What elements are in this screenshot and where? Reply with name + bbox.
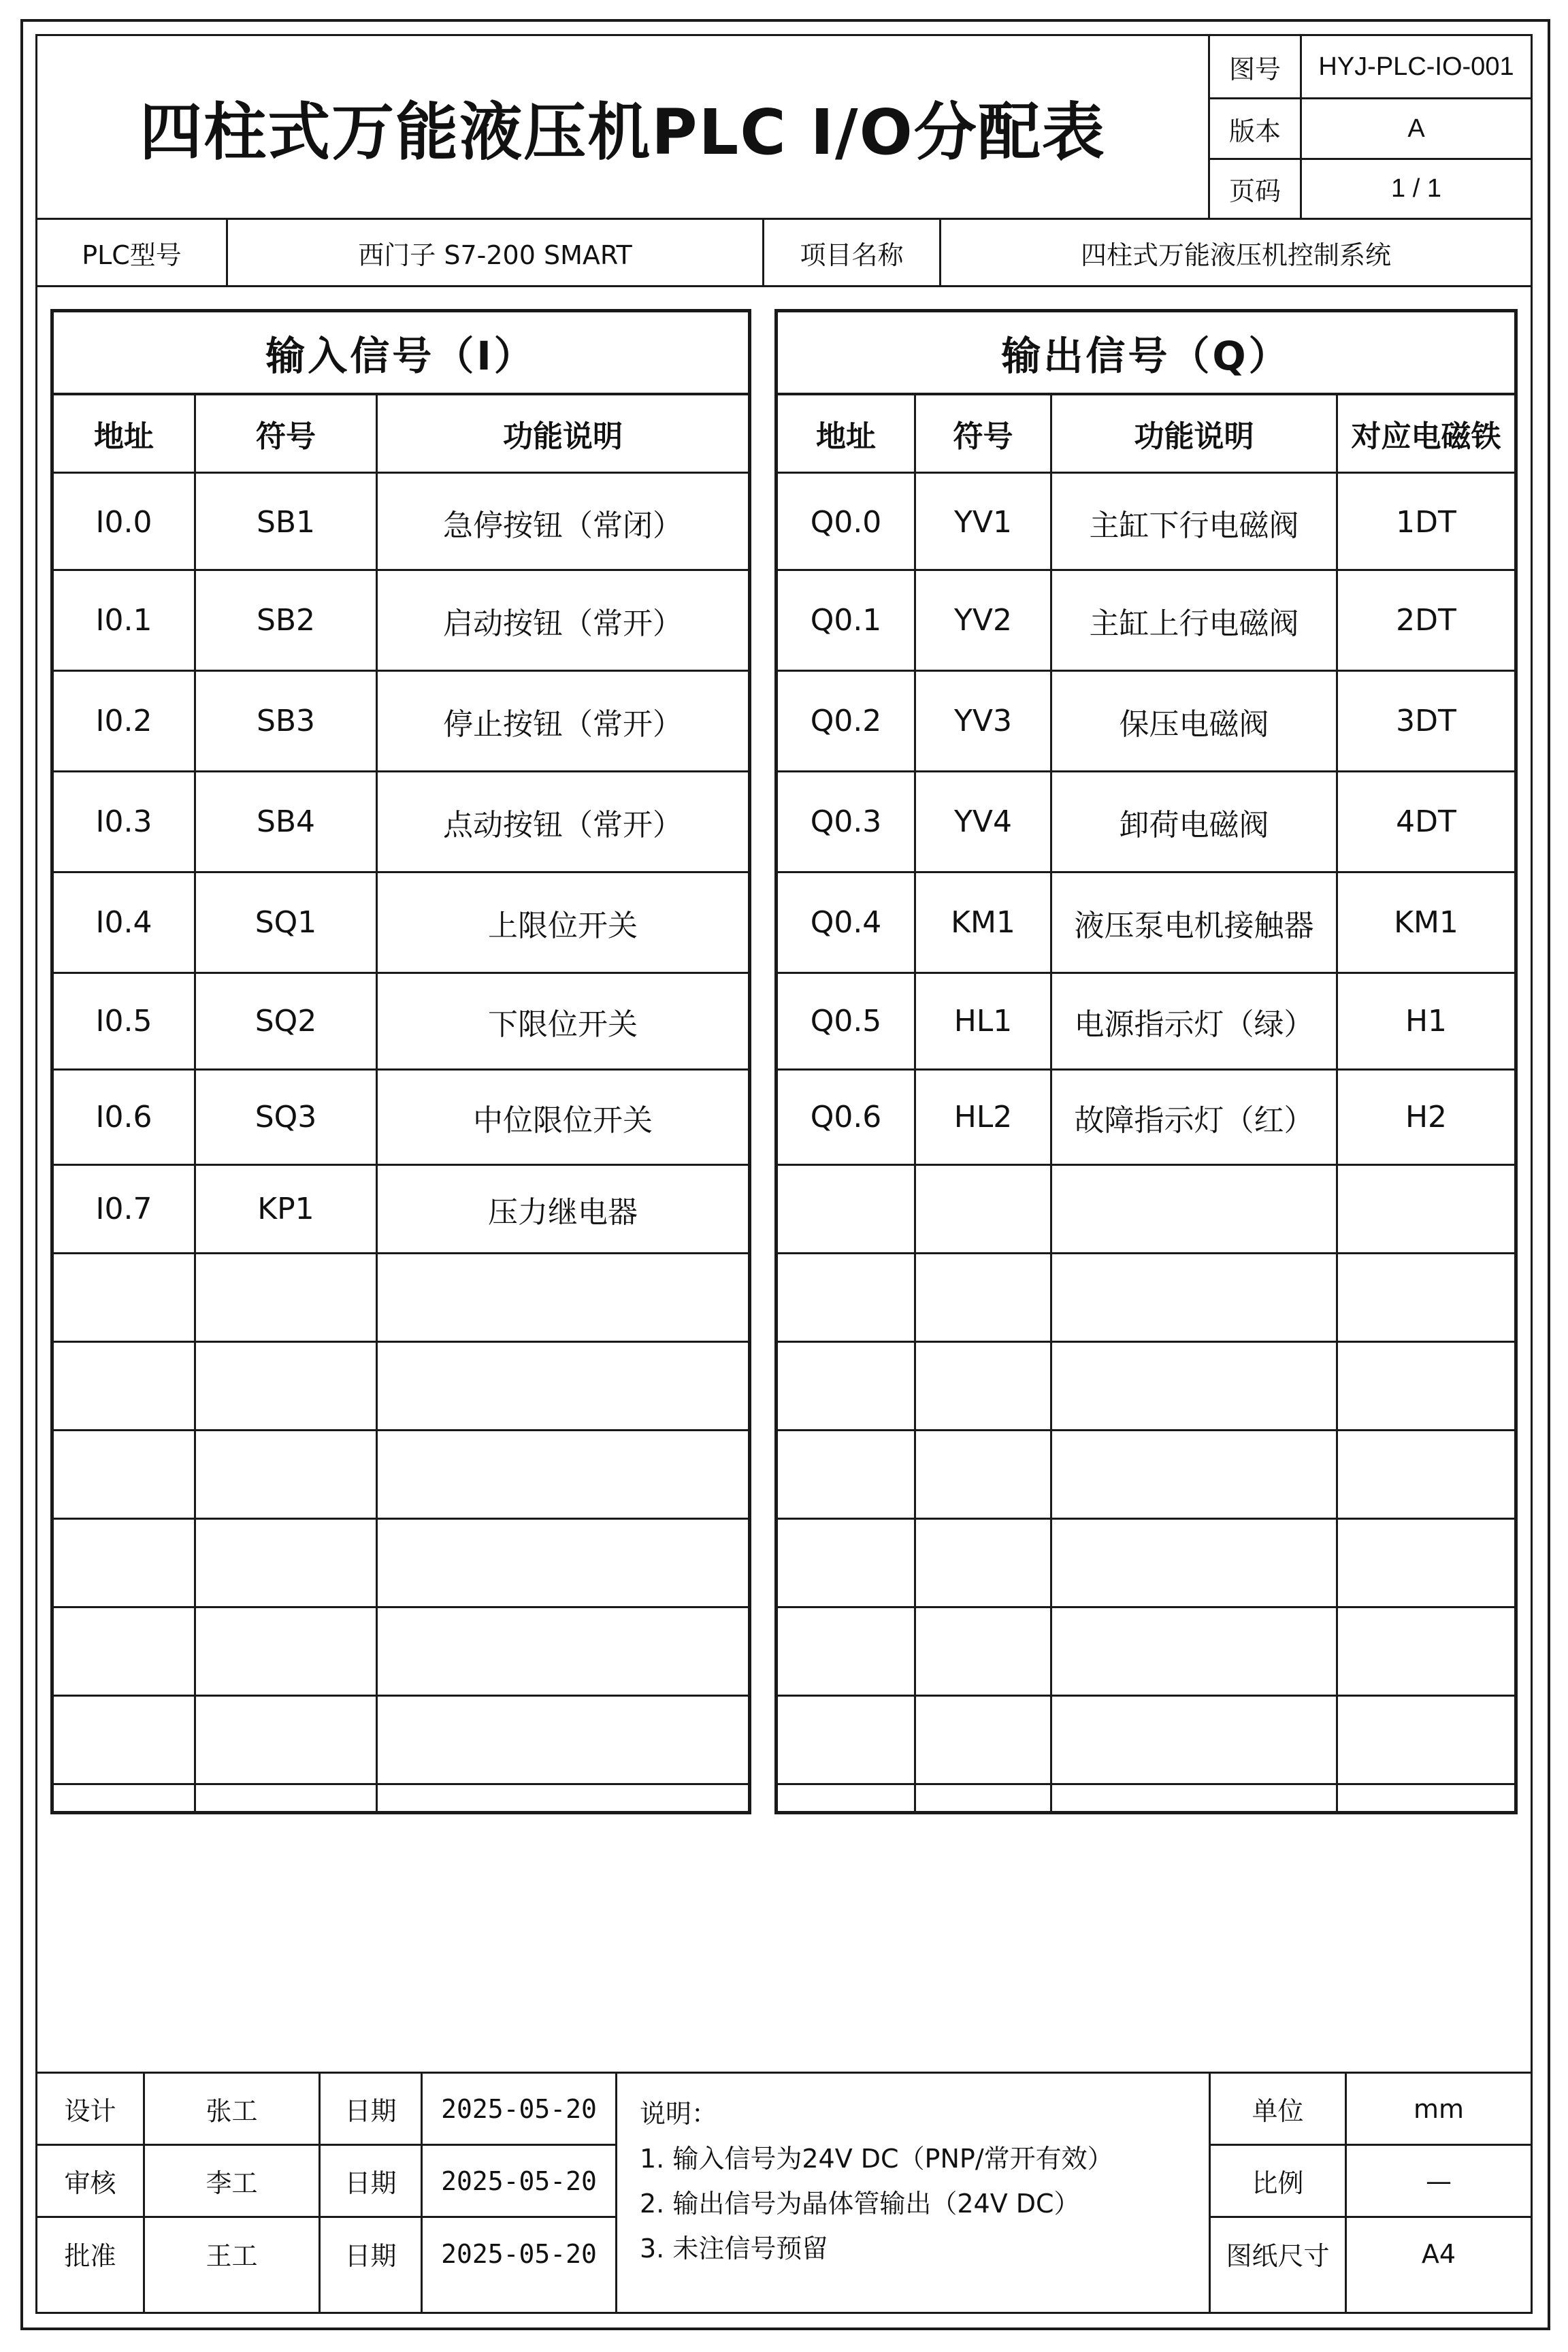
output-address: Q0.1 [810,603,882,638]
input-table-title: 输入信号（I） [265,333,536,379]
page-number: 1 / 1 [1391,174,1441,203]
input-symbol: SQ3 [255,1100,317,1134]
project-label: 项目名称 [800,240,904,270]
row-divider [778,1164,1514,1166]
input-symbol: SB1 [256,505,316,540]
version: A [1407,114,1425,143]
row-divider [54,1341,748,1343]
input-function: 上限位开关 [488,908,638,943]
input-address: I0.0 [95,505,152,540]
row-divider [54,1429,748,1431]
plc-model: 西门子 S7-200 SMART [358,240,632,270]
input-address: I0.7 [95,1192,152,1226]
output-symbol: KM1 [951,905,1015,940]
document-title: 四柱式万能液压机PLC I/O分配表 [140,95,1106,169]
paper-size: A4 [1421,2238,1456,2269]
input-address: I0.1 [95,603,152,638]
output-address: Q0.2 [810,704,882,738]
output-solenoid: 2DT [1396,603,1456,638]
input-function: 中位限位开关 [473,1102,653,1138]
output-symbol: YV1 [954,505,1012,540]
input-function: 点动按钮（常开） [443,807,683,843]
output-address: Q0.6 [810,1100,882,1134]
row-divider [778,1341,1514,1343]
row-divider [778,1518,1514,1520]
drawing-no: HYJ-PLC-IO-001 [1318,52,1514,81]
unit: mm [1413,2093,1465,2124]
input-function: 急停按钮（常闭） [443,508,683,543]
row-divider [778,1783,1514,1785]
designer: 张工 [206,2096,258,2126]
output-address: Q0.3 [810,804,882,839]
design-date: 2025-05-20 [441,2093,597,2124]
output-solenoid: KM1 [1394,905,1458,940]
output-function: 液压泵电机接触器 [1074,908,1314,943]
note-3: 3. 未注信号预留 [640,2234,828,2264]
output-function: 保压电磁阀 [1119,706,1269,742]
approver: 王工 [206,2241,258,2271]
output-symbol: YV2 [954,603,1012,638]
row-divider [54,1606,748,1608]
output-function: 电源指示灯（绿） [1074,1007,1314,1042]
input-header-function: 功能说明 [503,419,623,454]
input-header-address: 地址 [94,419,154,454]
unit-label: 单位 [1252,2096,1304,2126]
output-function: 主缸下行电磁阀 [1089,508,1299,543]
output-header-symbol: 符号 [953,419,1013,454]
output-table [774,309,1518,1814]
output-header-address: 地址 [816,419,876,454]
output-function: 卸荷电磁阀 [1119,807,1269,843]
note-2: 2. 输出信号为晶体管输出（24V DC） [640,2189,1080,2219]
output-address: Q0.4 [810,905,882,940]
input-address: I0.4 [95,905,152,940]
output-solenoid: 4DT [1396,804,1456,839]
row-divider [778,1252,1514,1254]
review-label: 审核 [64,2168,116,2198]
output-symbol: HL2 [953,1100,1013,1134]
row-divider [778,1606,1514,1608]
design-label: 设计 [64,2096,116,2126]
input-function: 停止按钮（常开） [443,706,683,742]
approve-label: 批准 [64,2241,116,2271]
row-divider [54,1252,748,1254]
paper-size-label: 图纸尺寸 [1226,2241,1330,2271]
output-table-title: 输出信号（Q） [1001,333,1291,379]
input-function: 启动按钮（常开） [443,606,683,641]
reviewer: 李工 [206,2168,258,2198]
output-solenoid: H2 [1405,1100,1448,1134]
input-header-symbol: 符号 [256,419,316,454]
notes-section [640,2091,1198,2271]
input-symbol: SB3 [256,704,316,738]
row-divider [54,1695,748,1697]
input-table [50,309,751,1814]
input-function: 压力继电器 [488,1194,638,1230]
note-1: 1. 输入信号为24V DC（PNP/常开有效） [640,2144,1113,2174]
output-function: 主缸上行电磁阀 [1089,606,1299,641]
review-date: 2025-05-20 [441,2166,597,2196]
row-divider [778,1695,1514,1697]
output-solenoid: 1DT [1396,505,1456,540]
output-address: Q0.5 [810,1004,882,1039]
scale-label: 比例 [1252,2168,1304,2198]
version-label: 版本 [1228,116,1281,146]
output-solenoid: 3DT [1396,704,1456,738]
output-symbol: YV3 [954,704,1012,738]
page-label: 页码 [1228,176,1281,206]
output-header-solenoid: 对应电磁铁 [1351,419,1501,454]
input-symbol: SQ2 [255,1004,317,1039]
approve-date: 2025-05-20 [441,2238,597,2269]
input-symbol: SQ1 [255,905,317,940]
input-symbol: KP1 [257,1192,314,1226]
row-divider [54,1518,748,1520]
input-symbol: SB4 [256,804,316,839]
date-label-2: 日期 [344,2168,397,2198]
row-divider [778,1429,1514,1431]
output-header-function: 功能说明 [1134,419,1254,454]
input-function: 下限位开关 [488,1007,638,1042]
input-symbol: SB2 [256,603,316,638]
output-solenoid: H1 [1405,1004,1448,1039]
notes-title: 说明： [640,2099,718,2129]
input-address: I0.5 [95,1004,152,1039]
input-address: I0.3 [95,804,152,839]
drawing-no-label: 图号 [1228,54,1281,84]
output-function: 故障指示灯（红） [1074,1102,1314,1138]
input-address: I0.2 [95,704,152,738]
date-label-1: 日期 [344,2096,397,2126]
row-divider [54,1783,748,1785]
output-symbol: HL1 [953,1004,1013,1039]
date-label-3: 日期 [344,2241,397,2271]
scale: — [1426,2166,1452,2196]
output-address: Q0.0 [810,505,882,540]
project-name: 四柱式万能液压机控制系统 [1080,240,1391,270]
input-address: I0.6 [95,1100,152,1134]
plc-model-label: PLC型号 [82,240,182,270]
output-symbol: YV4 [954,804,1012,839]
